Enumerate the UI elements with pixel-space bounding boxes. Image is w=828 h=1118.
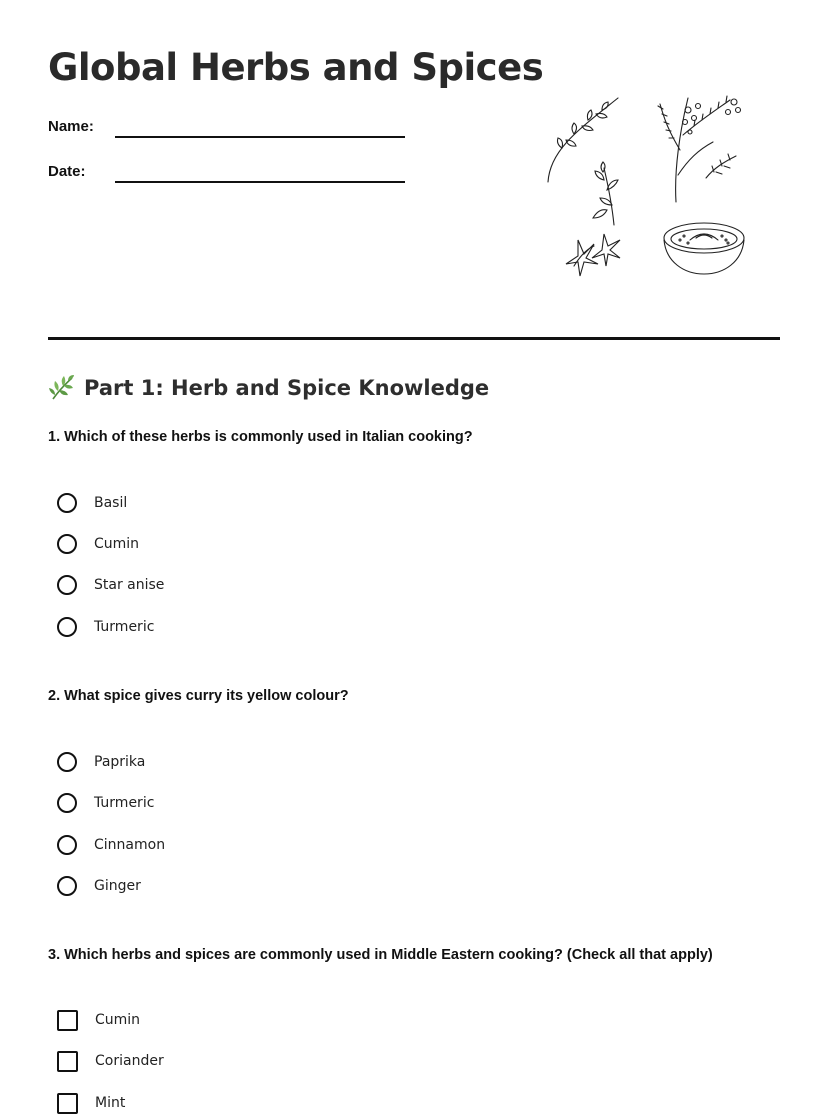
option-label: Mint bbox=[95, 1095, 126, 1111]
herb-leaf-icon bbox=[48, 374, 76, 402]
date-field[interactable] bbox=[48, 163, 408, 187]
option-label: Paprika bbox=[94, 754, 146, 770]
question-2: 2. What spice gives curry its yellow colour? bbox=[48, 688, 349, 704]
name-label: Name: bbox=[48, 118, 94, 135]
section-divider bbox=[48, 337, 780, 340]
date-label: Date: bbox=[48, 163, 86, 180]
option-label: Cinnamon bbox=[94, 837, 166, 853]
name-field[interactable] bbox=[48, 118, 408, 142]
option-label: Turmeric bbox=[94, 619, 155, 635]
question-1: 1. Which of these herbs is commonly used in Italian cooking? bbox=[48, 429, 473, 445]
name-input-line[interactable] bbox=[115, 136, 405, 138]
radio-button[interactable] bbox=[57, 876, 77, 896]
q2-option-paprika[interactable] bbox=[57, 749, 145, 775]
part1-heading bbox=[48, 374, 489, 402]
option-label: Cumin bbox=[95, 1012, 141, 1028]
radio-button[interactable] bbox=[57, 493, 77, 513]
checkbox[interactable] bbox=[57, 1051, 78, 1072]
q3-option-coriander[interactable] bbox=[57, 1048, 164, 1074]
question-3: 3. Which herbs and spices are commonly used in Middle Eastern cooking? (Check all that apply) bbox=[48, 947, 713, 963]
checkbox[interactable] bbox=[57, 1010, 78, 1031]
q1-option-cumin[interactable] bbox=[57, 531, 139, 557]
radio-button[interactable] bbox=[57, 835, 77, 855]
q2-option-ginger[interactable] bbox=[57, 873, 141, 899]
radio-button[interactable] bbox=[57, 617, 77, 637]
radio-button[interactable] bbox=[57, 534, 77, 554]
q1-option-turmeric[interactable] bbox=[57, 614, 154, 640]
herbs-illustration bbox=[538, 90, 752, 280]
part1-heading-text: Part 1: Herb and Spice Knowledge bbox=[84, 376, 490, 400]
option-label: Coriander bbox=[95, 1053, 164, 1069]
date-input-line[interactable] bbox=[115, 181, 405, 183]
page-title: Global Herbs and Spices bbox=[48, 46, 544, 89]
checkbox[interactable] bbox=[57, 1093, 78, 1114]
q1-option-basil[interactable] bbox=[57, 490, 127, 516]
option-label: Ginger bbox=[94, 878, 141, 894]
q1-option-star-anise[interactable] bbox=[57, 572, 164, 598]
q3-option-mint[interactable] bbox=[57, 1090, 125, 1116]
option-label: Cumin bbox=[94, 536, 140, 552]
q2-option-turmeric[interactable] bbox=[57, 790, 154, 816]
option-label: Star anise bbox=[94, 577, 165, 593]
q2-option-cinnamon[interactable] bbox=[57, 832, 165, 858]
radio-button[interactable] bbox=[57, 752, 77, 772]
radio-button[interactable] bbox=[57, 575, 77, 595]
q3-option-cumin[interactable] bbox=[57, 1007, 140, 1033]
option-label: Turmeric bbox=[94, 795, 155, 811]
radio-button[interactable] bbox=[57, 793, 77, 813]
option-label: Basil bbox=[94, 495, 128, 511]
